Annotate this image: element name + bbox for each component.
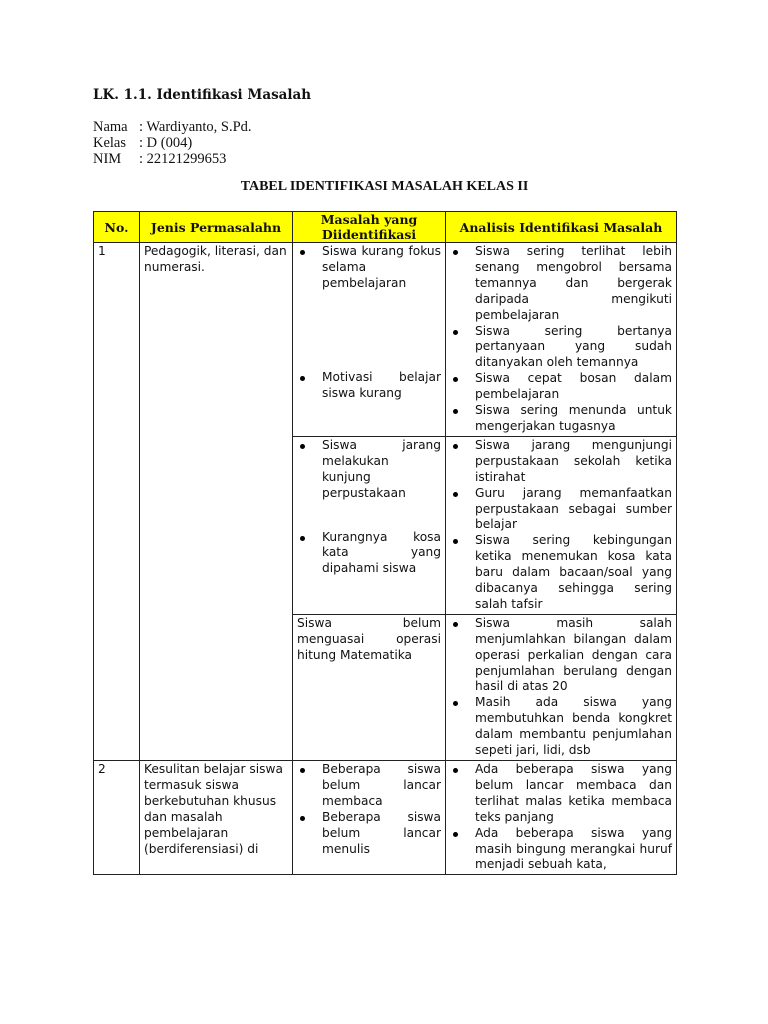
analisis-item: Siswa cepat bosan dalam pembelajaran <box>450 371 672 403</box>
identity-value: : Wardiyanto, S.Pd. <box>139 119 252 135</box>
row-number: 2 <box>94 761 140 875</box>
analisis-item: Siswa jarang mengunjungi perpustakaan sekolah ketika istirahat <box>450 438 672 486</box>
row-number: 1 <box>94 243 140 761</box>
masalah-item: Beberapa siswa belum lancar menulis <box>297 810 441 858</box>
masalah-item: Siswa kurang fokus selama pembelajaran <box>297 244 441 292</box>
identity-value: : D (004) <box>139 135 193 151</box>
analisis-item: Masih ada siswa yang membutuhkan benda kongkret dalam membantu penjumlahan sepeti jari, lidi, dsb <box>450 695 672 759</box>
identity-block <box>93 119 252 167</box>
masalah-cell <box>293 243 446 437</box>
analisis-cell <box>446 436 677 614</box>
table-row <box>94 761 677 875</box>
analisis-item: Siswa sering menunda untuk mengerjakan tugasnya <box>450 403 672 435</box>
header-masalah: Masalah yang Diidentifikasi <box>293 212 446 243</box>
identity-row-nim <box>93 151 252 167</box>
analisis-item: Ada beberapa siswa yang masih bingung merangkai huruf menjadi sebuah kata, <box>450 826 672 874</box>
header-jenis: Jenis Permasalahn <box>140 212 293 243</box>
analisis-cell <box>446 614 677 760</box>
table-row <box>94 243 677 437</box>
masalah-item: Siswa jarang melakukan kunjung perpustakaan <box>297 438 441 502</box>
analisis-item: Siswa masih salah menjumlahkan bilangan dalam operasi perkalian dengan cara penjumlahan berulang dengan hasil di atas 20 <box>450 616 672 696</box>
document-title: LK. 1.1. Identifikasi Masalah <box>93 87 312 103</box>
analisis-item: Siswa sering kebingungan ketika menemukan kosa kata baru dalam bacaan/soal yang dibacanya sehingga sering salah tafsir <box>450 533 672 613</box>
identity-label: Kelas <box>93 135 127 151</box>
table-header-row <box>94 212 677 243</box>
analisis-cell <box>446 761 677 875</box>
masalah-item: Kurangnya kosa kata yang dipahami siswa <box>297 530 441 578</box>
jenis-cell: Kesulitan belajar siswa termasuk siswa berkebutuhan khusus dan masalah pembelajaran (berdiferensiasi) di <box>140 761 293 875</box>
analisis-item: Ada beberapa siswa yang belum lancar membaca dan terlihat malas ketika membaca teks panjang <box>450 762 672 826</box>
table-title: TABEL IDENTIFIKASI MASALAH KELAS II <box>240 179 529 194</box>
masalah-cell: Siswa belum menguasai operasi hitung Matematika <box>293 614 446 760</box>
jenis-cell: Pedagogik, literasi, dan numerasi. <box>140 243 293 761</box>
masalah-item: Motivasi belajar siswa kurang <box>297 370 441 402</box>
analisis-item: Siswa sering bertanya pertanyaan yang sudah ditanyakan oleh temannya <box>450 324 672 372</box>
masalah-cell <box>293 761 446 875</box>
identity-row-nama <box>93 119 252 135</box>
masalah-item: Beberapa siswa belum lancar membaca <box>297 762 441 810</box>
identity-label: NIM <box>93 151 122 167</box>
identification-table <box>93 211 677 875</box>
analisis-cell <box>446 243 677 437</box>
analisis-item: Siswa sering terlihat lebih senang mengobrol bersama temannya dan bergerak daripada mengikuti pembelajaran <box>450 244 672 324</box>
masalah-cell <box>293 436 446 614</box>
header-analisis: Analisis Identifikasi Masalah <box>446 212 677 243</box>
identity-value: : 22121299653 <box>139 151 227 167</box>
analisis-item: Guru jarang memanfaatkan perpustakaan sebagai sumber belajar <box>450 486 672 534</box>
identity-row-kelas <box>93 135 252 151</box>
identity-label: Nama <box>93 119 128 135</box>
header-no: No. <box>94 212 140 243</box>
